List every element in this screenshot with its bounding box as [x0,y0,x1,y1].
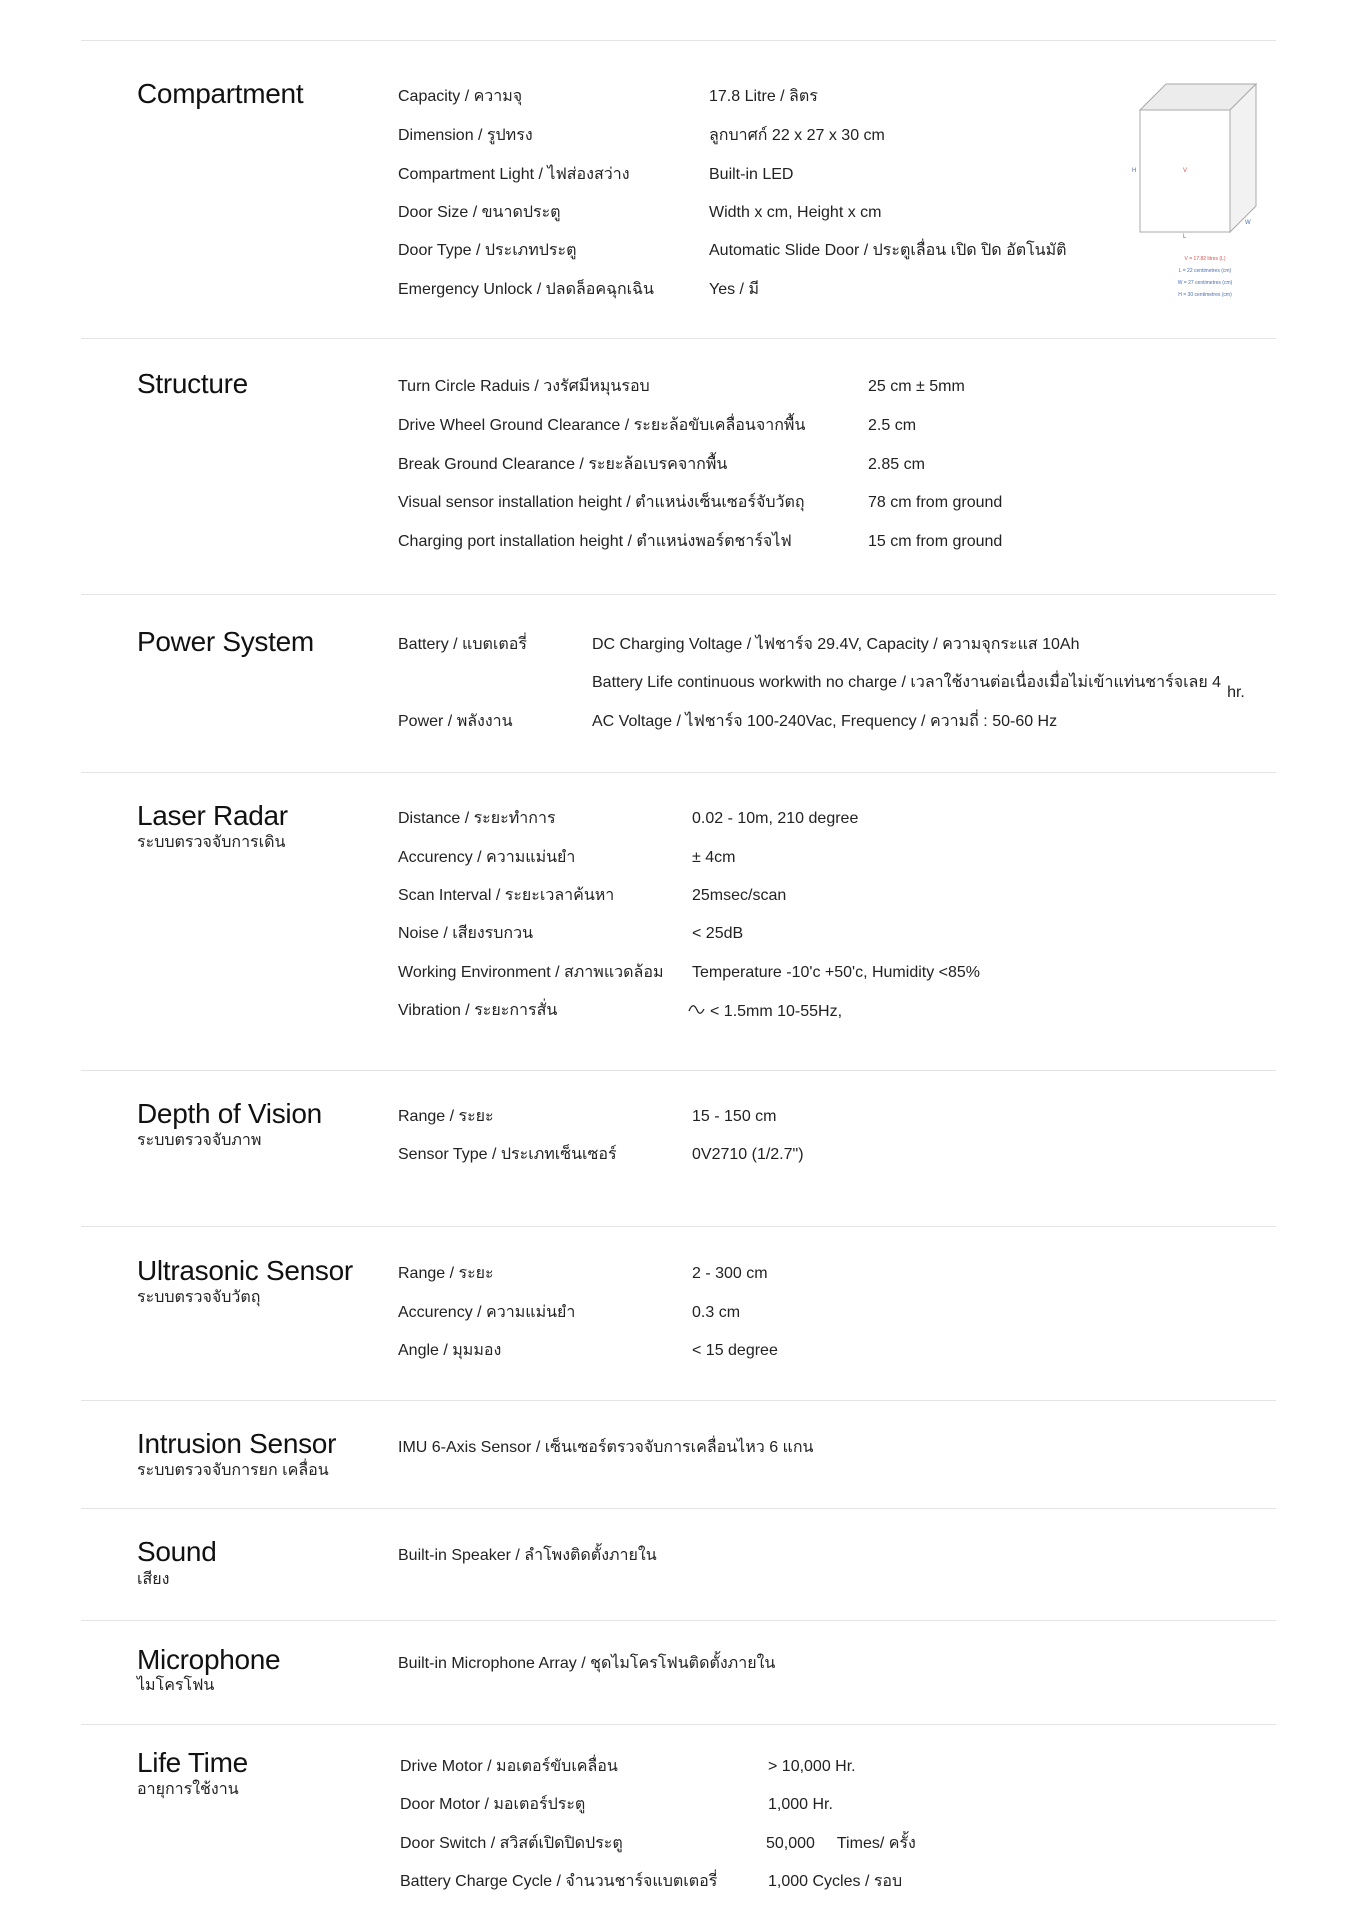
spec-label: Accurency / ความแม่นยำ [398,849,576,866]
spec-value: Yes / มี [709,281,759,298]
legend-width: W = 27 centimetres (cm) [1177,280,1233,286]
spec-label: Range / ระยะ [398,1108,494,1125]
section-title: Intrusion Sensor [137,1428,337,1459]
battery-life-unit: hr. [1227,684,1245,701]
spec-value: Temperature -10'c +50'c, Humidity <85% [692,964,981,981]
section-subtitle: เสียง [137,1571,170,1588]
legend-length: L = 22 centimetres (cm) [1178,268,1232,274]
spec-value: 2 - 300 cm [692,1265,768,1282]
spec-value: 25 cm ± 5mm [868,378,965,395]
spec-value: AC Voltage / ไฟชาร์จ 100-240Vac, Frequency / ความถี่ : 50-60 Hz [592,713,1058,730]
section-title: Depth of Vision [137,1098,322,1129]
section-title: Life Time [137,1747,248,1778]
section-title: Ultrasonic Sensor [137,1255,353,1286]
section-subtitle: ระบบตรวจจับการยก เคลื่อน [137,1462,329,1479]
spec-label: Visual sensor installation height / ตำแหน่งเซ็นเซอร์จับวัตถุ [398,494,805,511]
vibration-value: < 1.5mm 10-55Hz, [710,1003,843,1021]
spec-label: Battery / แบตเตอรี่ [398,636,527,653]
label-h: H [1132,168,1137,174]
spec-value: 15 - 150 cm [692,1108,777,1125]
spec-label: Working Environment / สภาพแวดล้อม [398,964,664,981]
spec-label: Door Switch / สวิสต์เปิดปิดประตู [400,1835,623,1852]
spec-label: Turn Circle Raduis / วงรัศมีหมุนรอบ [398,378,650,395]
spec-value: 78 cm from ground [868,494,1003,511]
spec-value: 1,000 Hr. [768,1796,833,1813]
spec-value: < 25dB [692,925,744,942]
spec-label: IMU 6-Axis Sensor / เซ็นเซอร์ตรวจจับการเคลื่อนไหว 6 แกน [398,1439,814,1456]
spec-value: DC Charging Voltage / ไฟชาร์จ 29.4V, Capacity / ความจุกระแส 10Ah [592,636,1080,653]
divider [81,772,1276,773]
spec-label: Door Motor / มอเตอร์ประตู [400,1796,586,1813]
spec-value: 25msec/scan [692,887,787,904]
divider [81,338,1276,339]
section-title: Power System [137,626,314,657]
spec-value: > 10,000 Hr. [768,1758,856,1775]
section-subtitle: ระบบตรวจจับการเดิน [137,834,286,851]
spec-value: 17.8 Litre / ลิตร [709,88,818,105]
spec-label: Sensor Type / ประเภทเซ็นเซอร์ [398,1146,617,1163]
spec-label: Range / ระยะ [398,1265,494,1282]
spec-value: 2.85 cm [868,456,925,473]
divider [81,40,1276,41]
spec-label: Drive Motor / มอเตอร์ขับเคลื่อน [400,1758,618,1775]
spec-label: Door Size / ขนาดประตู [398,204,561,221]
spec-label: Compartment Light / ไฟส่องสว่าง [398,166,630,183]
section-title: Laser Radar [137,800,288,831]
divider [81,1724,1276,1725]
spec-value: 50,000 Times/ ครั้ง [766,1835,916,1852]
spec-label: Scan Interval / ระยะเวลาค้นหา [398,887,615,904]
divider [81,1070,1276,1071]
section-subtitle: ระบบตรวจจับภาพ [137,1132,262,1149]
spec-label: Emergency Unlock / ปลดล็อคฉุกเฉิน [398,281,654,298]
label-l: L [1183,234,1187,240]
divider [81,1620,1276,1621]
spec-value: Width x cm, Height x cm [709,204,882,221]
spec-value: 0.3 cm [692,1304,741,1321]
spec-value: Built-in LED [709,166,794,183]
legend-height: H = 30 centimetres (cm) [1178,292,1232,298]
spec-value: ลูกบาศก์ 22 x 27 x 30 cm [709,127,885,144]
spec-value: Automatic Slide Door / ประตูเลื่อน เปิด ปิด อัตโนมัติ [709,242,1067,259]
spec-label: Angle / มุมมอง [398,1342,502,1359]
divider [81,1226,1276,1227]
spec-label: Built-in Speaker / ลำโพงติดตั้งภายใน [398,1547,657,1564]
spec-label: Battery Charge Cycle / จำนวนชาร์จแบตเตอรี่ [400,1873,718,1890]
spec-value [688,1001,842,1023]
section-title: Sound [137,1536,217,1567]
section-title: Compartment [137,78,304,109]
section-subtitle: ระบบตรวจจับวัตถุ [137,1289,261,1306]
spec-label: Vibration / ระยะการสั่น [398,1002,558,1019]
divider [81,1508,1276,1509]
spec-label: Drive Wheel Ground Clearance / ระยะล้อขับเคลื่อนจากพื้น [398,417,806,434]
sine-wave-icon [688,1001,706,1023]
section-title: Structure [137,368,248,399]
section-title: Microphone [137,1644,281,1675]
section-subtitle: อายุการใช้งาน [137,1781,239,1798]
spec-label: Door Type / ประเภทประตู [398,242,577,259]
label-v: V [1183,168,1188,174]
label-w: W [1245,220,1251,226]
section-subtitle: ไมโครโฟน [137,1677,215,1694]
spec-value: ± 4cm [692,849,736,866]
compartment-cube-diagram [1130,76,1280,306]
spec-label: Capacity / ความจุ [398,88,523,105]
legend-volume: V = 17.82 litres (L) [1184,256,1226,262]
spec-value: 15 cm from ground [868,533,1003,550]
spec-value [592,673,1245,701]
battery-life-text: Battery Life continuous workwith no charge / เวลาใช้งานต่อเนื่องเมื่อไม่เข้าแท่นชาร์จเลย 4 [592,674,1222,691]
spec-value: 2.5 cm [868,417,917,434]
spec-value: 1,000 Cycles / รอบ [768,1873,903,1890]
spec-value: 0V2710 (1/2.7") [692,1146,804,1163]
spec-value: < 15 degree [692,1342,778,1359]
spec-label: Accurency / ความแม่นยำ [398,1304,576,1321]
spec-label: Built-in Microphone Array / ชุดไมโครโฟนติดตั้งภายใน [398,1655,776,1672]
spec-label: Break Ground Clearance / ระยะล้อเบรคจากพื้น [398,456,728,473]
divider [81,1400,1276,1401]
spec-label: Power / พลังงาน [398,713,513,730]
spec-label: Charging port installation height / ตำแหน่งพอร์ตชาร์จไฟ [398,533,792,550]
spec-label: Noise / เสียงรบกวน [398,925,534,942]
spec-label: Distance / ระยะทำการ [398,810,556,827]
spec-label: Dimension / รูปทรง [398,127,533,144]
spec-value: 0.02 - 10m, 210 degree [692,810,859,827]
divider [81,594,1276,595]
